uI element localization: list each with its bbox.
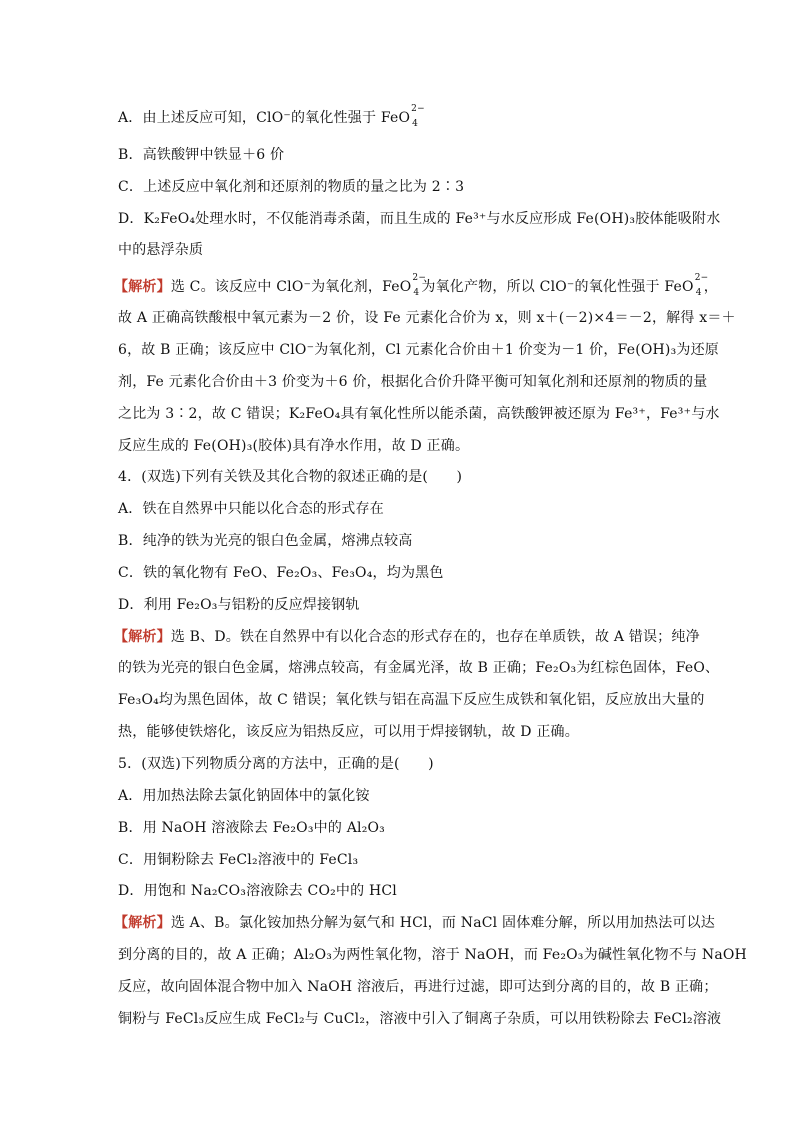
analysis-4-line1: 【解析】选 B、D。铁在自然界中有以化合态的形式存在的，也存在单质铁，故 A 错误；纯净: [114, 629, 700, 645]
analysis-3-line1: 【解析】选 C。该反应中 ClO⁻为氧化剂，FeO 2− 4 为氧化产物，所以 ClO⁻的氧化性强于 FeO 2− 4 ，: [114, 273, 718, 298]
analysis-5-line3: 反应，故向固体混合物中加入 NaOH 溶液后，再进行过滤，即可达到分离的目的，故 B 正确；: [118, 979, 718, 995]
analysis-4-line3: Fe₃O₄均为黑色固体，故 C 错误；氧化铁与铝在高温下反应生成铁和氧化铝，反应放出大量的: [118, 692, 705, 708]
ion-script: 2− 4: [411, 104, 425, 129]
option-c: C．上述反应中氧化剂和还原剂的物质的量之比为 2∶3: [118, 179, 465, 195]
option-d-line1: D．K₂FeO₄处理水时，不仅能消毒杀菌，而且生成的 Fe³⁺与水反应形成 Fe(OH)₃胶体能吸附水: [118, 211, 721, 227]
analysis-3-line5: 之比为 3∶2，故 C 错误；K₂FeO₄具有氧化性所以能杀菌，高铁酸钾被还原为 Fe³⁺，Fe³⁺与水: [118, 406, 720, 422]
analysis-tag: 【解析】: [114, 279, 171, 295]
analysis-5-line1: 【解析】选 A、B。氯化铵加热分解为氨气和 HCl，而 NaCl 固体难分解，所以用加热法可以达: [114, 915, 715, 931]
q5-option-c: C．用铜粉除去 FeCl₂溶液中的 FeCl₃: [118, 852, 359, 868]
analysis-5-line2: 到分离的目的，故 A 正确；Al₂O₃为两性氧化物，溶于 NaOH，而 Fe₂O₃为碱性氧化物不与 NaOH: [118, 947, 747, 963]
analysis-3-line4: 剂，Fe 元素化合价由＋3 价变为＋6 价，根据化合价升降平衡可知氧化剂和还原剂的物质的量: [118, 374, 708, 390]
q4-option-a: A．铁在自然界中只能以化合态的形式存在: [118, 501, 384, 517]
ion-script: 2− 4: [412, 273, 427, 298]
analysis-4-line2: 的铁为光亮的银白色金属，熔沸点较高，有金属光泽，故 B 正确；Fe₂O₃为红棕色固体，FeO、: [118, 660, 720, 676]
q5-option-d: D．用饱和 Na₂CO₃溶液除去 CO₂中的 HCl: [118, 883, 397, 899]
analysis-3-line3: 6，故 B 正确；该反应中 ClO⁻为氧化剂，Cl 元素化合价由＋1 价变为－1 价，Fe(OH)₃为还原: [118, 342, 720, 358]
question-5: 5．(双选)下列物质分离的方法中，正确的是( ): [118, 756, 434, 772]
analysis-5-line4: 铜粉与 FeCl₃反应生成 FeCl₂与 CuCl₂，溶液中引入了铜离子杂质，可以用铁粉除去 FeCl₂溶液: [118, 1011, 722, 1027]
q5-option-a: A．用加热法除去氯化钠固体中的氯化铵: [118, 788, 370, 804]
analysis-tag: 【解析】: [114, 915, 171, 931]
analysis-3-line2: 故 A 正确高铁酸根中氧元素为－2 价，设 Fe 元素化合价为 x，则 x＋(－2)×4＝－2，解得 x＝＋: [118, 310, 736, 326]
q4-option-d: D．利用 Fe₂O₃与铝粉的反应焊接钢轨: [118, 597, 360, 613]
q4-option-c: C．铁的氧化物有 FeO、Fe₂O₃、Fe₃O₄，均为黑色: [118, 565, 444, 581]
ion-script: 2− 4: [694, 273, 709, 298]
question-4: 4．(双选)下列有关铁及其化合物的叙述正确的是( ): [118, 469, 463, 485]
analysis-tag: 【解析】: [114, 629, 171, 645]
q4-option-b: B．纯净的铁为光亮的银白色金属，熔沸点较高: [118, 533, 413, 549]
q5-option-b: B．用 NaOH 溶液除去 Fe₂O₃中的 Al₂O₃: [118, 820, 385, 836]
analysis-4-line4: 热，能够使铁熔化，该反应为铝热反应，可以用于焊接钢轨，故 D 正确。: [118, 724, 579, 740]
option-d-line2: 中的悬浮杂质: [118, 242, 204, 258]
analysis-3-line6: 反应生成的 Fe(OH)₃(胶体)具有净水作用，故 D 正确。: [118, 438, 470, 454]
option-a: A．由上述反应可知，ClO⁻的氧化性强于 FeO 2− 4: [118, 104, 425, 129]
option-b: B．高铁酸钾中铁显＋6 价: [118, 147, 285, 163]
